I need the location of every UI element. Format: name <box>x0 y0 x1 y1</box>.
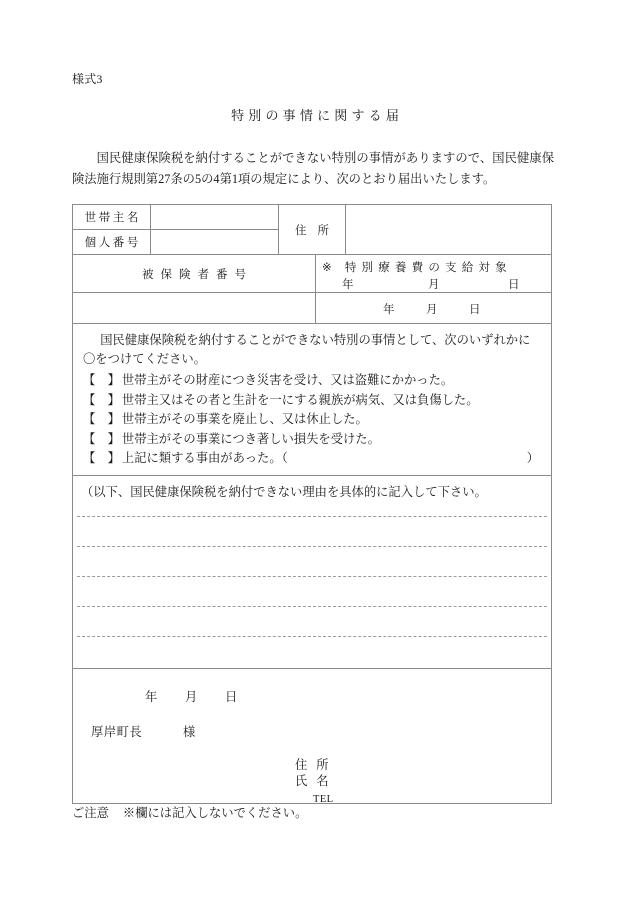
signature-year-label: 年 <box>145 689 158 704</box>
reason-option-5-label: 上記に類する事由があった。（ <box>121 451 288 466</box>
signature-block <box>73 669 551 803</box>
form-code: 様式3 <box>72 72 103 86</box>
writing-rule-line <box>77 606 547 607</box>
reason-option-5-paren-close: ） <box>526 451 539 466</box>
footer-note <box>72 803 307 821</box>
special-medical-label-cell <box>316 255 551 292</box>
signature-addressee-line <box>73 722 551 738</box>
writing-area[interactable] <box>73 476 551 668</box>
writing-rule-line <box>77 546 547 547</box>
address-value-field[interactable] <box>346 205 551 254</box>
reason-option-5[interactable] <box>83 449 541 469</box>
address-label: 住所 <box>279 205 346 254</box>
signature-row <box>73 669 551 803</box>
householder-label: 世帯主名 <box>73 205 151 229</box>
personal-number-label: 個人番号 <box>73 230 151 254</box>
signature-address-label: 住所 <box>295 757 338 772</box>
reason-option-3-label: 世帯主がその事業を廃止し、又は休止した。 <box>121 412 368 427</box>
writing-rule-line <box>77 576 547 577</box>
reason-option-3[interactable] <box>83 410 541 430</box>
special-period-year-label: 年 <box>342 279 354 291</box>
insured-number-value-field[interactable] <box>73 293 316 323</box>
writing-rule-line <box>77 636 547 637</box>
identity-block <box>73 205 551 254</box>
personal-number-value-field[interactable] <box>151 230 278 254</box>
reasons-lead-text: 国民健康保険税を納付することができない特別の事情として、次のいずれかに〇をつけてください。 <box>83 333 531 366</box>
checkbox-icon[interactable]: 【 】 <box>83 431 120 446</box>
signature-date-line[interactable] <box>73 687 551 703</box>
signature-month-label: 月 <box>185 689 198 704</box>
reason-option-2[interactable] <box>83 391 541 411</box>
insured-number-label: 被保険者番号 <box>73 255 316 292</box>
addressee-honorific: 様 <box>183 724 196 739</box>
signature-tel-label: TEL <box>313 793 334 805</box>
special-period-month-label: 月 <box>428 279 440 291</box>
page-title: 特別の事情に関する届 <box>231 108 404 123</box>
special-value-day-label: 日 <box>469 304 481 316</box>
checkbox-icon[interactable]: 【 】 <box>83 451 120 466</box>
signature-fields <box>295 757 338 809</box>
reason-option-1-label: 世帯主がその財産につき災害を受け、又は盗難にかかった。 <box>121 373 454 387</box>
householder-line <box>73 205 278 230</box>
writing-rule-line <box>77 516 547 517</box>
reason-option-2-label: 世帯主又はその者と生計を一にする親族が病気、又は負傷した。 <box>121 392 479 407</box>
identity-row <box>73 205 551 255</box>
reason-option-1[interactable] <box>83 371 541 391</box>
insured-header-row <box>73 255 551 293</box>
intro-paragraph: 国民健康保険税を納付することができない特別の事情がありますので、国民健康保険法施行規則第27条の5の4第1項の規定により、次のとおり届出いたします。 <box>72 151 554 186</box>
asterisk-mark-icon: ※ <box>322 262 332 274</box>
special-medical-label: 特別療養費の支給対象 <box>344 262 512 274</box>
signature-address-line[interactable] <box>295 757 338 774</box>
reason-option-4-label: 世帯主がその事業につき著しい損失を受けた。 <box>121 431 380 446</box>
signature-name-line[interactable] <box>295 773 338 790</box>
householder-value-field[interactable] <box>151 205 278 229</box>
addressee-name: 厚岸町長 <box>91 724 143 739</box>
reasons-row <box>73 324 551 476</box>
form-table <box>72 204 552 804</box>
writing-area-row <box>73 476 551 669</box>
insured-value-row <box>73 293 551 324</box>
personal-number-line <box>73 230 278 254</box>
special-medical-heading <box>322 259 545 275</box>
writing-area-lead: （以下、国民健康保険税を納付できない理由を具体的に記入して下さい。 <box>81 484 487 499</box>
special-period-day-label: 日 <box>508 279 520 291</box>
special-period-labels <box>322 276 545 291</box>
footer-note-label: ご注意 <box>72 806 109 820</box>
footer-note-text: ※欄には記入しないでください。 <box>122 806 308 820</box>
checkbox-icon[interactable]: 【 】 <box>83 373 120 387</box>
special-value-year-label: 年 <box>383 304 395 316</box>
special-period-value-field[interactable] <box>316 293 551 323</box>
checkbox-icon[interactable]: 【 】 <box>83 392 120 407</box>
checkbox-icon[interactable]: 【 】 <box>83 412 120 427</box>
identity-left-column <box>73 205 279 254</box>
special-value-month-label: 月 <box>426 304 438 316</box>
signature-day-label: 日 <box>225 689 238 704</box>
signature-name-label: 氏名 <box>295 774 338 789</box>
reason-option-4[interactable] <box>83 430 541 450</box>
reasons-section <box>73 324 551 475</box>
